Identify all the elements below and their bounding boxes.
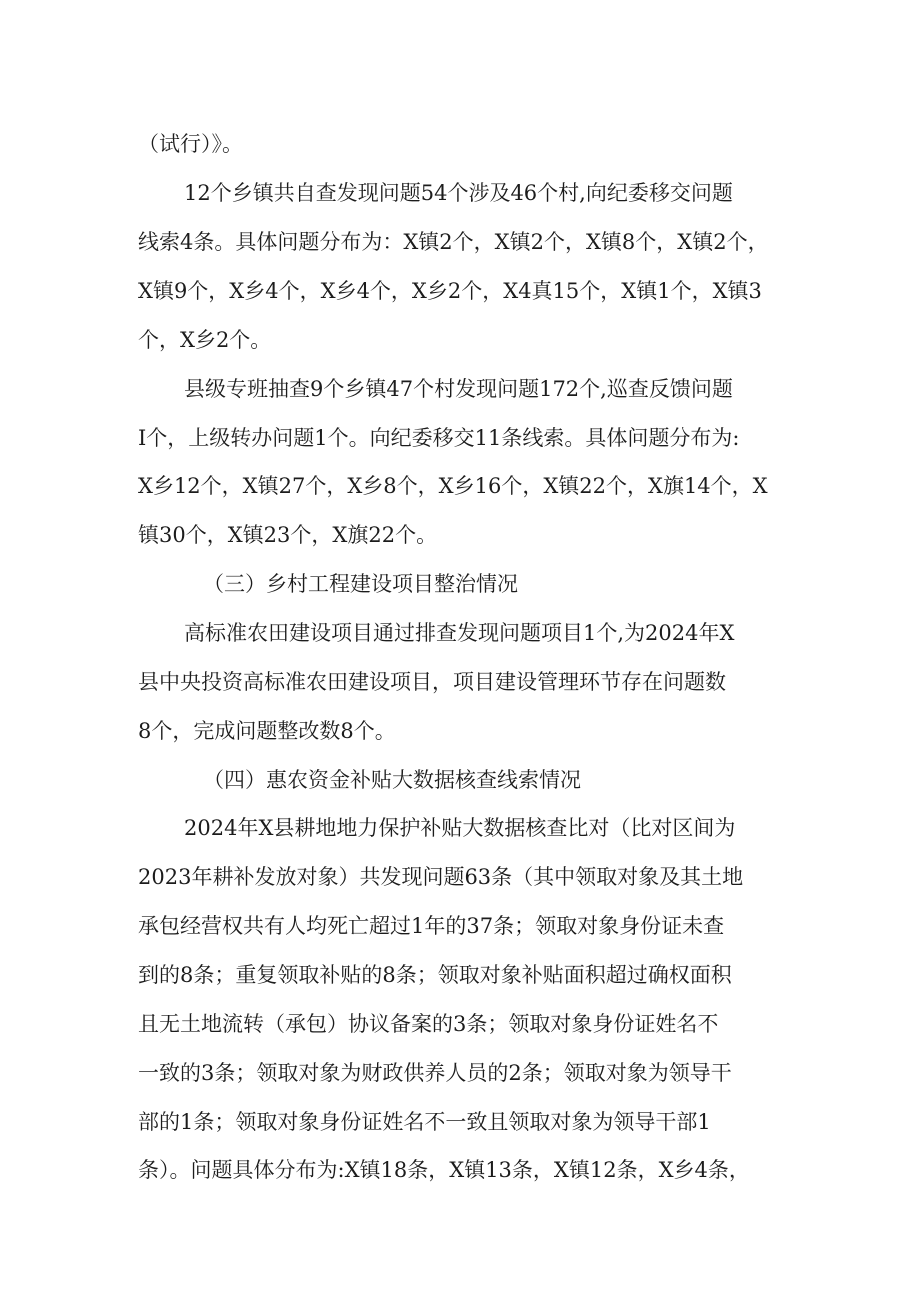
text-line: 8个，完成问题整改数8个。 [138, 719, 396, 743]
text-line: 条）。问题具体分布为:X镇18条，X镇13条，X镇12条，X乡4条， [138, 1158, 750, 1182]
section-heading: （三）乡村工程建设项目整治情况 [203, 572, 518, 596]
text-line: 县中央投资高标准农田建设项目，项目建设管理环节存在问题数 [138, 670, 726, 694]
text-line: 一致的3条；领取对象为财政供养人员的2条；领取对象为领导干 [138, 1061, 732, 1085]
text-line: （试行）》。 [138, 132, 243, 156]
text-line: 2023年耕补发放对象）共发现问题63条（其中领取对象及其土地 [138, 865, 744, 889]
paragraph-first-line: 2024年X县耕地地力保护补贴大数据核查比对（比对区间为 [184, 816, 736, 840]
text-line: 部的1条；领取对象身份证姓名不一致且领取对象为领导干部1 [138, 1110, 711, 1134]
text-line: 线索4条。具体问题分布为：X镇2个，X镇2个，X镇8个，X镇2个， [138, 230, 769, 254]
text-line: 且无土地流转（承包）协议备案的3条；领取对象身份证姓名不 [138, 1012, 719, 1036]
paragraph-first-line: 县级专班抽查9个乡镇47个村发现问题172个,巡查反馈问题 [184, 377, 733, 401]
paragraph-first-line: 12个乡镇共自查发现问题54个涉及46个村,向纪委移交问题 [184, 181, 733, 205]
text-line: I个，上级转办问题1个。向纪委移交11条线索。具体问题分布为: [138, 426, 740, 450]
text-line: 到的8条；重复领取补贴的8条；领取对象补贴面积超过确权面积 [138, 963, 732, 987]
text-line: 镇30个，X镇23个，X旗22个。 [138, 523, 438, 547]
text-line: 承包经营权共有人均死亡超过1年的37条；领取对象身份证未查 [138, 914, 725, 938]
text-line: 个，X乡2个。 [138, 328, 272, 352]
section-heading: （四）惠农资金补贴大数据核查线索情况 [203, 768, 581, 792]
text-line: X镇9个，X乡4个，X乡4个，X乡2个，X4真15个，X镇1个，X镇3 [138, 279, 762, 303]
paragraph-first-line: 高标准农田建设项目通过排查发现问题项目1个,为2024年X [184, 621, 735, 645]
text-line: X乡12个，X镇27个，X乡8个，X乡16个，X镇22个，X旗14个，X [138, 474, 768, 498]
